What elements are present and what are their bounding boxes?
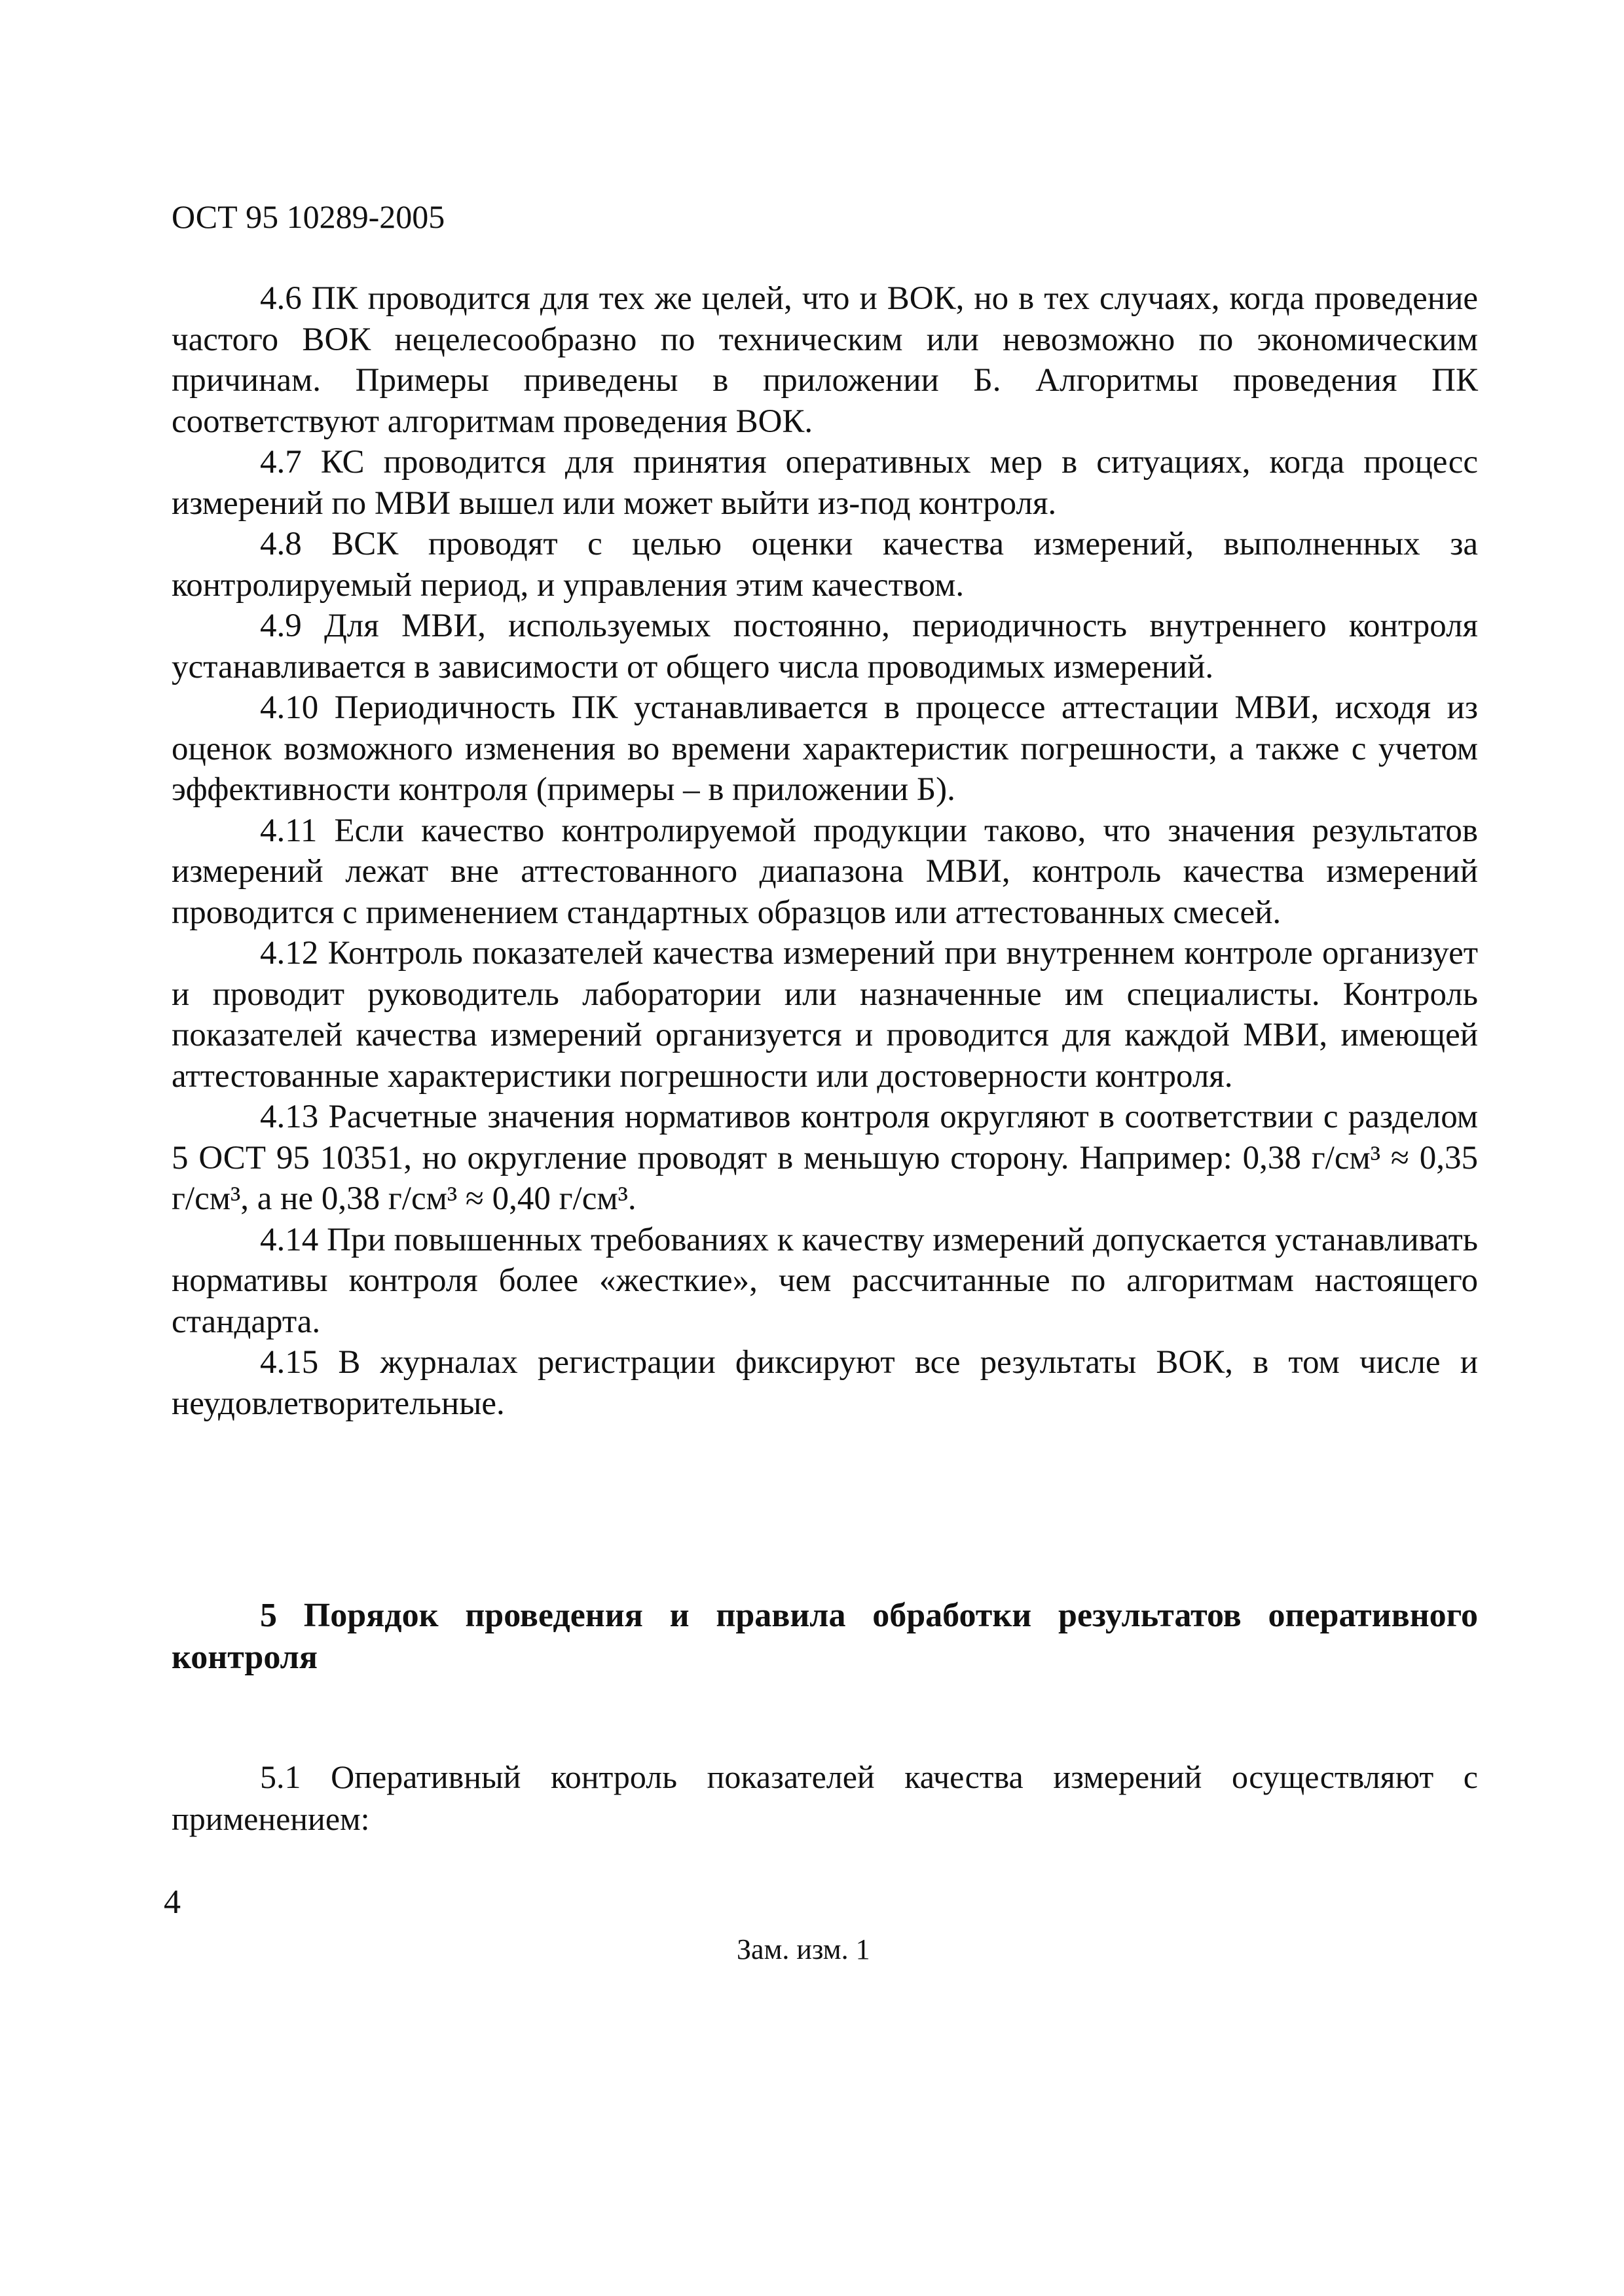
section-5-heading: 5 Порядок проведения и правила обработки результатов оперативного контроля: [172, 1597, 1478, 1676]
document-header: ОСТ 95 10289-2005: [172, 198, 445, 235]
paragraph-4-14: 4.14 При повышенных требованиях к качеству измерений допускается устанавливать нормативы контроля более «жесткие», чем рассчитанные по алгоритмам настоящего стандарта.: [172, 1221, 1478, 1340]
paragraph-4-9: 4.9 Для МВИ, используемых постоянно, периодичность внутреннего контроля устанавливается в зависимости от общего числа проводимых измерений.: [172, 608, 1478, 685]
section-4-body: [172, 278, 1478, 1424]
amendment-note: Зам. изм. 1: [737, 1933, 870, 1965]
paragraph-4-10: 4.10 Периодичность ПК устанавливается в процессе аттестации МВИ, исходя из оценок возможного изменения во времени характеристик погрешности, а также с учетом эффективности контроля (примеры – в приложении Б).: [172, 689, 1478, 808]
paragraph-4-8: 4.8 ВСК проводят с целью оценки качества измерений, выполненных за контролируемый период, и управления этим качеством.: [172, 526, 1478, 604]
paragraph-4-11: 4.11 Если качество контролируемой продукции таково, что значения результатов измерений лежат вне аттестованного диапазона МВИ, контроль качества измерений проводится с применением стандартных образцов или аттестованных смесей.: [172, 812, 1478, 931]
paragraph-4-7: 4.7 КС проводится для принятия оперативных мер в ситуациях, когда процесс измерений по МВИ вышел или может выйти из-под контроля.: [172, 444, 1478, 522]
paragraph-5-1: 5.1 Оперативный контроль показателей качества измерений осуществляют с применением:: [172, 1758, 1478, 1837]
section-5-body: [172, 1756, 1478, 1840]
paragraph-4-6: 4.6 ПК проводится для тех же целей, что и ВОК, но в тех случаях, когда проведение частого ВОК нецелесообразно по техническим или невозможно по экономическим причинам. Примеры приведены в приложении Б. Алгоритмы проведения ПК соответствуют алгоритмам проведения ВОК.: [172, 280, 1478, 440]
paragraph-4-13: 4.13 Расчетные значения нормативов контроля округляют в соответствии с разделом 5 ОСТ 95 10351, но округление проводят в меньшую сторону. Например: 0,38 г/см³ ≈ 0,35 г/см³, а не 0,38 г/см³ ≈ 0,40 г/см³.: [172, 1099, 1478, 1217]
paragraph-4-15: 4.15 В журналах регистрации фиксируют все результаты ВОК, в том числе и неудовлетворительные.: [172, 1344, 1478, 1422]
paragraph-4-12: 4.12 Контроль показателей качества измерений при внутреннем контроле организует и проводит руководитель лаборатории или назначенные им специалисты. Контроль показателей качества измерений организуется и проводится для каждой МВИ, имеющей аттестованные характеристики погрешности или достоверности контроля.: [172, 935, 1478, 1095]
page-number: 4: [164, 1884, 181, 1921]
